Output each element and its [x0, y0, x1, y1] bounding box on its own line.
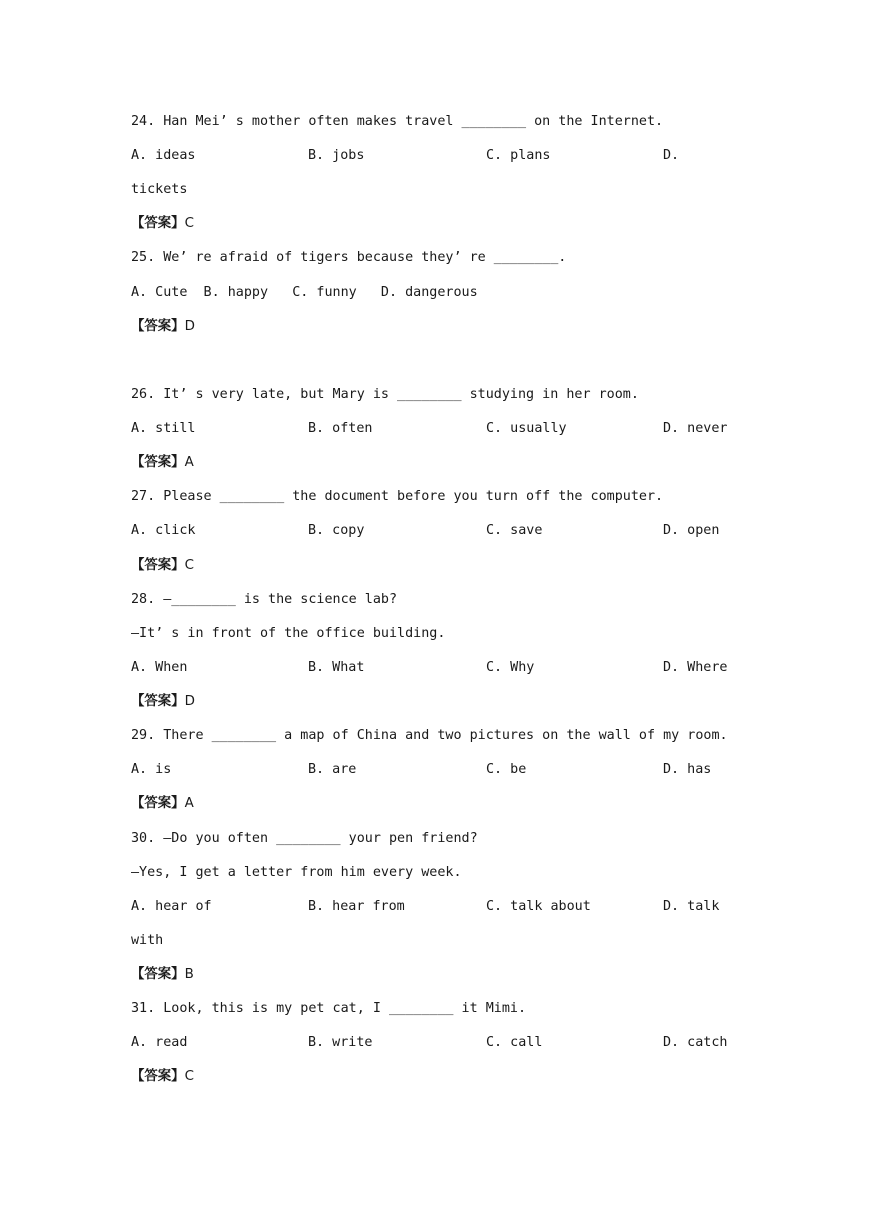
question-stem-reply: —It’ s in front of the office building. [131, 626, 446, 641]
answer-value: C [184, 558, 194, 573]
option-d: D. has [663, 762, 712, 777]
answer-line [131, 214, 194, 234]
option-d: D. catch [663, 1035, 728, 1050]
answer-line [131, 692, 195, 712]
option-b: B. often [308, 421, 373, 436]
answer-value: A [184, 455, 194, 470]
answer-value: C [184, 1069, 194, 1084]
answer-value: A [184, 796, 194, 811]
question-stem: 25. We’ re afraid of tigers because they’ re ________. [131, 250, 567, 265]
answer-line [131, 453, 194, 473]
options-inline: A. Cute B. happy C. funny D. dangerous [131, 285, 478, 300]
answer-value: D [184, 319, 195, 334]
option-c: C. be [486, 762, 527, 777]
option-d: D. open [663, 523, 720, 538]
option-c: C. usually [486, 421, 567, 436]
question-stem: 30. —Do you often ________ your pen friend? [131, 831, 478, 846]
option-d: D. [663, 148, 680, 163]
answer-label: 【答案】 [131, 319, 185, 334]
option-b: B. write [308, 1035, 373, 1050]
option-b: B. jobs [308, 148, 365, 163]
option-c: C. Why [486, 660, 535, 675]
answer-label: 【答案】 [131, 796, 185, 811]
answer-label: 【答案】 [131, 967, 185, 982]
option-wrap-text: with [131, 933, 164, 948]
answer-line [131, 317, 195, 337]
option-b: B. What [308, 660, 365, 675]
answer-value: B [184, 967, 194, 982]
answer-line [131, 556, 194, 576]
answer-label: 【答案】 [131, 455, 185, 470]
option-b: B. are [308, 762, 357, 777]
question-stem: 24. Han Mei’ s mother often makes travel ________ on the Internet. [131, 114, 664, 129]
option-c: C. plans [486, 148, 551, 163]
option-a: A. still [131, 421, 196, 436]
answer-label: 【答案】 [131, 558, 185, 573]
answer-line [131, 1067, 194, 1087]
option-c: C. call [486, 1035, 543, 1050]
question-stem: 28. —________ is the science lab? [131, 592, 398, 607]
answer-value: C [184, 216, 194, 231]
option-b: B. hear from [308, 899, 405, 914]
question-stem-reply: —Yes, I get a letter from him every week. [131, 865, 462, 880]
answer-value: D [184, 694, 195, 709]
option-c: C. talk about [486, 899, 591, 914]
option-a: A. ideas [131, 148, 196, 163]
option-b: B. copy [308, 523, 365, 538]
answer-label: 【答案】 [131, 216, 185, 231]
option-c: C. save [486, 523, 543, 538]
answer-label: 【答案】 [131, 694, 185, 709]
answer-line [131, 794, 194, 814]
answer-line [131, 965, 194, 985]
option-a: A. When [131, 660, 188, 675]
question-stem: 27. Please ________ the document before you turn off the computer. [131, 489, 664, 504]
option-a: A. click [131, 523, 196, 538]
option-d: D. Where [663, 660, 728, 675]
answer-label: 【答案】 [131, 1069, 185, 1084]
option-wrap-text: tickets [131, 182, 188, 197]
option-a: A. hear of [131, 899, 212, 914]
question-stem: 26. It’ s very late, but Mary is ________ studying in her room. [131, 387, 639, 402]
question-stem: 29. There ________ a map of China and two pictures on the wall of my room. [131, 728, 728, 743]
question-stem: 31. Look, this is my pet cat, I ________ it Mimi. [131, 1001, 527, 1016]
option-d: D. never [663, 421, 728, 436]
option-d: D. talk [663, 899, 720, 914]
option-a: A. read [131, 1035, 188, 1050]
option-a: A. is [131, 762, 172, 777]
